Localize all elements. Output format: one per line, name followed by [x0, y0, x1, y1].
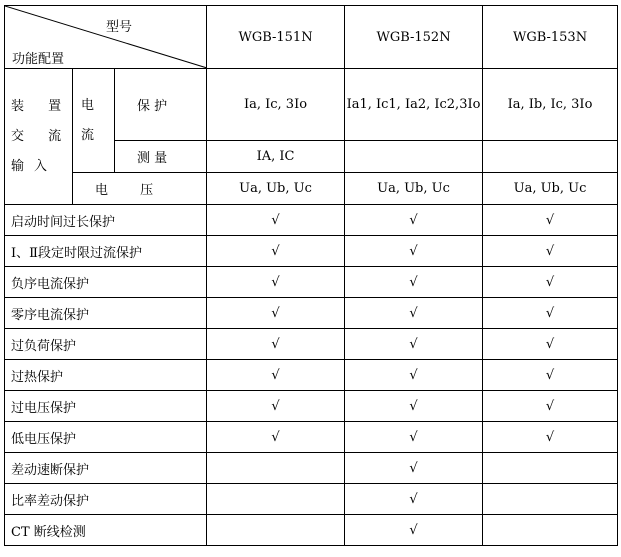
feature-row	[5, 267, 618, 298]
voltage-value-151: Ua, Ub, Uc	[207, 173, 345, 205]
support-mark	[207, 484, 345, 515]
support-mark: √	[345, 267, 483, 298]
protection-value-151: Ia, Ic, 3Io	[207, 69, 345, 141]
support-mark: √	[483, 298, 618, 329]
feature-row	[5, 515, 618, 546]
voltage-value-152: Ua, Ub, Uc	[345, 173, 483, 205]
support-mark	[483, 484, 618, 515]
feature-row	[5, 391, 618, 422]
feature-name: 启动时间过长保护	[5, 205, 207, 236]
feature-name: 过负荷保护	[5, 329, 207, 360]
feature-rows	[5, 205, 618, 546]
support-mark: √	[207, 205, 345, 236]
model-header-152: WGB-152N	[345, 6, 483, 69]
feature-row	[5, 205, 618, 236]
support-mark: √	[345, 484, 483, 515]
measure-value-151: IA, IC	[207, 141, 345, 173]
feature-name: 比率差动保护	[5, 484, 207, 515]
support-mark: √	[345, 236, 483, 267]
support-mark: √	[207, 267, 345, 298]
support-mark	[483, 453, 618, 484]
support-mark: √	[345, 422, 483, 453]
measure-label: 测 量	[115, 141, 207, 173]
feature-name: 低电压保护	[5, 422, 207, 453]
support-mark: √	[345, 391, 483, 422]
support-mark: √	[483, 391, 618, 422]
support-mark: √	[345, 329, 483, 360]
diagonal-header-cell	[5, 6, 207, 69]
feature-name: CT 断线检测	[5, 515, 207, 546]
feature-name: 过电压保护	[5, 391, 207, 422]
feature-row	[5, 236, 618, 267]
support-mark: √	[207, 391, 345, 422]
feature-row	[5, 484, 618, 515]
model-header-153: WGB-153N	[483, 6, 618, 69]
feature-name: 差动速断保护	[5, 453, 207, 484]
protection-label: 保 护	[115, 69, 207, 141]
feature-row	[5, 422, 618, 453]
feature-name: Ⅰ、Ⅱ段定时限过流保护	[5, 236, 207, 267]
feature-row	[5, 298, 618, 329]
voltage-label: 电 压	[73, 173, 207, 205]
support-mark: √	[345, 205, 483, 236]
feature-row	[5, 329, 618, 360]
support-mark: √	[345, 453, 483, 484]
support-mark: √	[483, 236, 618, 267]
protection-value-152: Ia1, Ic1, Ia2, Ic2,3Io	[345, 69, 483, 141]
function-config-table	[4, 5, 618, 546]
feature-name: 负序电流保护	[5, 267, 207, 298]
model-header-151: WGB-151N	[207, 6, 345, 69]
feature-name: 零序电流保护	[5, 298, 207, 329]
feature-name: 过热保护	[5, 360, 207, 391]
support-mark: √	[345, 515, 483, 546]
support-mark: √	[207, 236, 345, 267]
support-mark: √	[483, 205, 618, 236]
support-mark: √	[483, 329, 618, 360]
ac-input-group-label: 装 置 交 流 输入	[5, 69, 73, 205]
support-mark: √	[207, 298, 345, 329]
support-mark: √	[207, 422, 345, 453]
support-mark: √	[207, 360, 345, 391]
support-mark: √	[483, 422, 618, 453]
feature-row	[5, 453, 618, 484]
support-mark	[207, 453, 345, 484]
support-mark	[483, 515, 618, 546]
model-label: 型号	[106, 20, 133, 35]
measure-value-153	[483, 141, 618, 173]
config-label: 功能配置	[12, 52, 65, 67]
support-mark: √	[345, 298, 483, 329]
voltage-value-153: Ua, Ub, Uc	[483, 173, 618, 205]
support-mark: √	[345, 360, 483, 391]
support-mark: √	[483, 360, 618, 391]
support-mark	[207, 515, 345, 546]
support-mark: √	[483, 267, 618, 298]
measure-value-152	[345, 141, 483, 173]
feature-row	[5, 360, 618, 391]
support-mark: √	[207, 329, 345, 360]
protection-value-153: Ia, Ib, Ic, 3Io	[483, 69, 618, 141]
current-label: 电 流	[73, 69, 115, 173]
